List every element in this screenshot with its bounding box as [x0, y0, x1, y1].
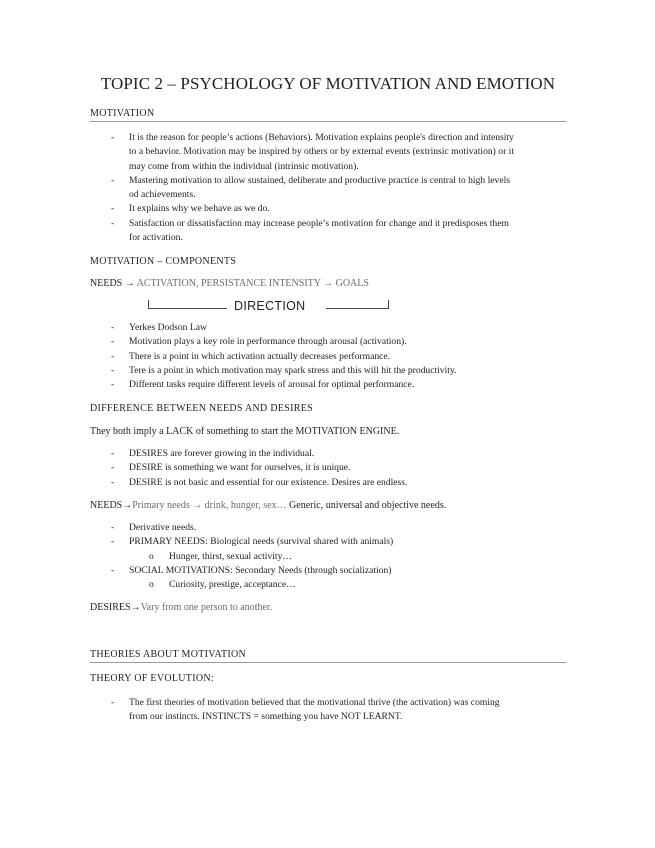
- sub-list-item: o Hunger, thirst, sexual activity…: [90, 550, 566, 564]
- dash-bullet: -: [111, 174, 115, 186]
- list-item: - Tere is a point in which motivation may spark stress and this will hit the productivity.: [90, 364, 566, 378]
- components-bullet-list: [90, 321, 566, 392]
- theories-bullet-list: [90, 696, 566, 725]
- list-item: - SOCIAL MOTIVATIONS: Secondary Needs (through socialization): [90, 564, 566, 578]
- list-item: - There is a point in which activation actually decreases performance.: [90, 350, 566, 364]
- list-item: - PRIMARY NEEDS: Biological needs (survival shared with animals): [90, 535, 566, 549]
- needs-definition-line: [90, 500, 566, 511]
- circle-bullet: o: [149, 579, 154, 591]
- desires-bullet-list: [90, 447, 566, 490]
- dash-bullet: -: [111, 379, 115, 391]
- dash-bullet: -: [111, 522, 115, 533]
- dash-bullet: -: [111, 364, 115, 376]
- desires-definition-line: [90, 602, 566, 613]
- motivation-bullet-list: [90, 131, 566, 245]
- arrow-right-icon: →: [192, 500, 203, 511]
- desires-label: DESIRES: [90, 602, 131, 613]
- difference-intro: They both imply a LACK of something to start the MOTIVATION ENGINE.: [90, 426, 400, 437]
- dash-bullet: -: [111, 564, 115, 576]
- bracket-right-shape: [326, 300, 389, 309]
- subheading-theory-of-evolution: THEORY OF EVOLUTION:: [90, 673, 214, 684]
- list-item-continuation: from our instincts. INSTINCTS = something you have NOT LEARNT.: [129, 711, 403, 723]
- needs-label: NEEDS: [90, 278, 123, 289]
- list-item: - The first theories of motivation believed that the motivational thrive (the activation) was coming: [90, 696, 566, 710]
- dash-bullet: -: [111, 448, 115, 459]
- section-heading-difference: DIFFERENCE BETWEEN NEEDS AND DESIRES: [90, 403, 314, 414]
- list-item: - DESIRES are forever growing in the individual.: [90, 447, 566, 461]
- needs-label: NEEDS: [90, 500, 123, 511]
- dash-bullet: -: [111, 462, 115, 474]
- list-item: - Motivation plays a key role in performance through arousal (activation).: [90, 335, 566, 349]
- arrow-right-icon: →: [130, 602, 141, 613]
- list-item: - DESIRE is something we want for ourselves, it is unique.: [90, 461, 566, 475]
- dash-bullet: -: [111, 336, 115, 348]
- list-item: - It explains why we behave as we do.: [90, 202, 566, 216]
- list-item: - Satisfaction or dissatisfaction may increase people’s motivation for change and it predisposes them: [90, 217, 566, 231]
- page-title: TOPIC 2 – PSYCHOLOGY OF MOTIVATION AND EMOTION: [100, 74, 556, 93]
- dash-bullet: -: [111, 203, 115, 215]
- list-item: - Mastering motivation to allow sustained, deliberate and productive practice is central to high levels: [90, 174, 566, 188]
- list-item: - Derivative needs.: [90, 521, 566, 535]
- needs-description-text: Generic, universal and objective needs.: [289, 500, 447, 511]
- needs-bullet-list: [90, 521, 566, 592]
- list-item: - DESIRE is not basic and essential for our existence. Desires are endless.: [90, 476, 566, 490]
- arrow-right-icon: →: [124, 278, 135, 289]
- list-item: - Different tasks require different levels of arousal for optimal performance.: [90, 378, 566, 392]
- list-item: - It is the reason for people’s actions (Behaviors). Motivation explains people's direction and intensity: [90, 131, 566, 145]
- bracket-left-shape: [148, 300, 227, 309]
- direction-label: DIRECTION: [234, 299, 306, 313]
- list-item-continuation: may come from within the individual (intrinsic motivation).: [129, 160, 359, 172]
- dash-bullet: -: [111, 217, 115, 229]
- needs-flow-text: ACTIVATION, PERSISTANCE INTENSITY: [136, 278, 321, 289]
- direction-bracket: [148, 300, 392, 318]
- needs-examples-text: drink, hunger, sex…: [204, 500, 287, 511]
- arrow-right-icon: →: [122, 500, 133, 511]
- circle-bullet: o: [149, 550, 154, 562]
- dash-bullet: -: [111, 322, 115, 333]
- list-item-continuation: od achievements.: [129, 189, 196, 201]
- section-heading-motivation: MOTIVATION: [90, 108, 566, 122]
- sub-list-item: o Curiosity, prestige, acceptance…: [90, 578, 566, 592]
- needs-flow-line: [90, 278, 566, 289]
- dash-bullet: -: [111, 697, 115, 708]
- dash-bullet: -: [111, 132, 115, 143]
- section-heading-components: MOTIVATION – COMPONENTS: [90, 256, 237, 267]
- list-item: - Yerkes Dodson Law: [90, 321, 566, 335]
- dash-bullet: -: [111, 536, 115, 548]
- primary-needs-text: Primary needs: [132, 500, 190, 511]
- dash-bullet: -: [111, 350, 115, 362]
- goals-label: GOALS: [335, 278, 369, 289]
- list-item-continuation: to a behavior. Motivation may be inspired by others or by external events (extrinsic motivation) or it: [129, 146, 514, 158]
- list-item-continuation: for activation.: [129, 232, 183, 244]
- arrow-right-icon: →: [323, 278, 334, 289]
- desires-description-text: Vary from one person to another.: [140, 602, 273, 613]
- dash-bullet: -: [111, 476, 115, 488]
- section-heading-theories: THEORIES ABOUT MOTIVATION: [90, 649, 566, 663]
